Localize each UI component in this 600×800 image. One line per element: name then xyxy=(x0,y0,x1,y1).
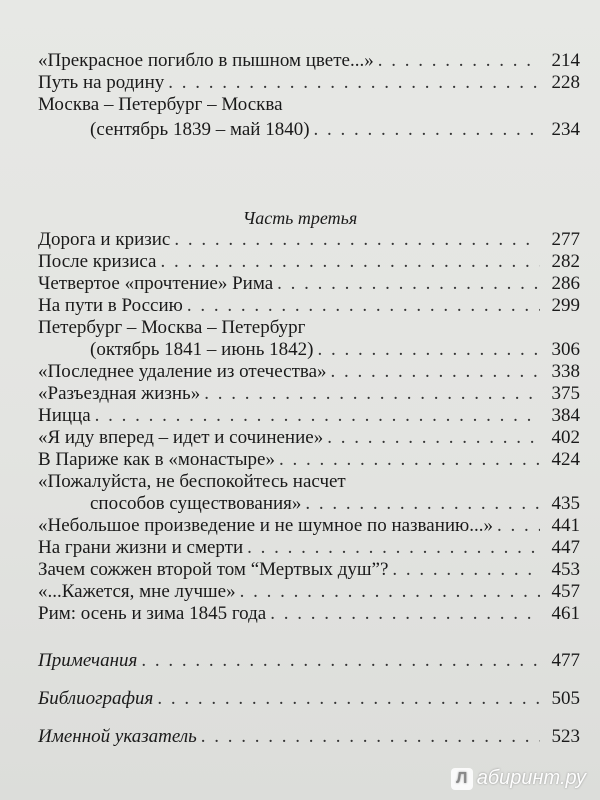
toc-entry xyxy=(38,427,580,449)
labirint-logo-icon: Л xyxy=(451,768,473,790)
toc-title: После кризиса xyxy=(38,251,157,272)
toc-entry xyxy=(38,581,580,603)
leader-dots xyxy=(327,427,540,449)
toc-title: «Прекрасное погибло в пышном цвете...» xyxy=(38,50,374,71)
leader-dots xyxy=(204,383,540,405)
toc-title: Ницца xyxy=(38,405,91,426)
leader-dots xyxy=(331,361,540,383)
leader-dots xyxy=(168,72,540,94)
toc-title: Четвертое «прочтение» Рима xyxy=(38,273,274,294)
leader-dots xyxy=(187,295,540,317)
leader-dots xyxy=(279,449,540,471)
leader-dots xyxy=(141,650,540,672)
toc-title-line1: Москва – Петербург – Москва xyxy=(38,94,283,115)
toc-entry xyxy=(38,361,580,383)
toc-title-line2: (октябрь 1841 – июнь 1842) xyxy=(90,339,314,360)
toc-title-line2: способов существования» xyxy=(90,493,302,514)
leader-dots xyxy=(277,273,540,295)
leader-dots xyxy=(201,726,540,748)
toc-title-line1: «Пожалуйста, не беспокойтесь насчет xyxy=(38,471,346,492)
toc-page-number: 306 xyxy=(551,339,580,360)
toc-appendix xyxy=(38,650,580,748)
toc-entry xyxy=(38,603,580,625)
toc-page-number: 457 xyxy=(551,581,580,602)
section-title: Часть третья xyxy=(242,208,358,228)
toc-entry xyxy=(38,383,580,405)
toc-title: Библиография xyxy=(38,688,154,709)
toc-page-number: 338 xyxy=(551,361,580,382)
toc-entry xyxy=(38,94,580,141)
leader-dots xyxy=(317,339,540,361)
toc-title: На пути в Россию xyxy=(38,295,183,316)
toc-title: Путь на родину xyxy=(38,72,165,93)
leader-dots xyxy=(157,688,540,710)
toc-page-number: 505 xyxy=(551,688,580,709)
toc-page-number: 234 xyxy=(551,119,580,140)
toc-title: Именной указатель xyxy=(38,726,197,747)
toc-page-number: 477 xyxy=(551,650,580,671)
toc-page-number: 214 xyxy=(551,50,580,71)
toc-entry xyxy=(38,295,580,317)
leader-dots xyxy=(160,251,540,273)
leader-dots xyxy=(392,559,540,581)
toc-page-number: 282 xyxy=(551,251,580,272)
leader-dots xyxy=(247,537,540,559)
toc-title: «Разъездная жизнь» xyxy=(38,383,201,404)
toc-entry xyxy=(38,449,580,471)
toc-entry xyxy=(38,72,580,94)
toc-part-three xyxy=(38,229,580,625)
labirint-watermark xyxy=(451,767,586,790)
toc-title: Рим: осень и зима 1845 года xyxy=(38,603,267,624)
leader-dots xyxy=(95,405,540,427)
toc-entry xyxy=(38,229,580,251)
toc-page-number: 277 xyxy=(551,229,580,250)
toc-entry xyxy=(38,405,580,427)
leader-dots xyxy=(378,50,540,72)
toc-entry xyxy=(38,515,580,537)
toc-entry xyxy=(38,50,580,72)
toc-entry xyxy=(38,688,580,710)
toc-page-number: 228 xyxy=(551,72,580,93)
leader-dots xyxy=(497,515,540,537)
toc-entry xyxy=(38,471,580,515)
toc-page-number: 435 xyxy=(551,493,580,514)
toc-title-line2: (сентябрь 1839 – май 1840) xyxy=(90,119,310,140)
toc-page-number: 375 xyxy=(551,383,580,404)
leader-dots xyxy=(270,603,540,625)
leader-dots xyxy=(314,119,540,141)
toc-entry xyxy=(38,559,580,581)
toc-page-number: 299 xyxy=(551,295,580,316)
leader-dots xyxy=(305,493,540,515)
toc-page-number: 286 xyxy=(551,273,580,294)
leader-dots xyxy=(240,581,540,603)
toc-title: Зачем сожжен второй том “Мертвых душ”? xyxy=(38,559,389,580)
toc-page-number: 453 xyxy=(551,559,580,580)
toc-part-one xyxy=(38,50,580,141)
toc-page-number: 461 xyxy=(551,603,580,624)
toc-page-number: 447 xyxy=(551,537,580,558)
toc-title-line1: Петербург – Москва – Петербург xyxy=(38,317,306,338)
toc-page-number: 402 xyxy=(551,427,580,448)
toc-page-number: 384 xyxy=(551,405,580,426)
toc-entry xyxy=(38,537,580,559)
leader-dots xyxy=(174,229,540,251)
toc-page-number: 441 xyxy=(551,515,580,536)
toc-entry xyxy=(38,650,580,672)
toc-title: «Я иду вперед – идет и сочинение» xyxy=(38,427,324,448)
toc-title: Примечания xyxy=(38,650,138,671)
toc-title: Дорога и кризис xyxy=(38,229,171,250)
toc-title: «Небольшое произведение и не шумное по названию...» xyxy=(38,515,493,536)
toc-page-number: 424 xyxy=(551,449,580,470)
toc-entry xyxy=(38,726,580,748)
toc-page-number: 523 xyxy=(551,726,580,747)
toc-entry xyxy=(38,251,580,273)
toc-title: «...Кажется, мне лучше» xyxy=(38,581,236,602)
toc-title: На грани жизни и смерти xyxy=(38,537,244,558)
toc-entry xyxy=(38,317,580,361)
toc-title: «Последнее удаление из отечества» xyxy=(38,361,327,382)
watermark-text: абиринт.ру xyxy=(476,767,586,789)
toc-title: В Париже как в «монастыре» xyxy=(38,449,275,470)
toc-entry xyxy=(38,273,580,295)
